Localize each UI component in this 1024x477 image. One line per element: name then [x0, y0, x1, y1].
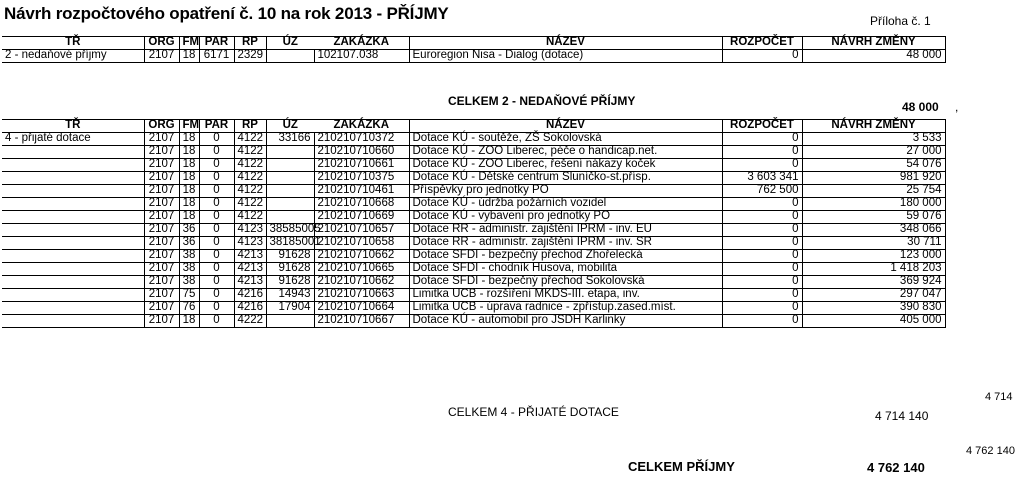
nazev-cell: Dotace SFDI - chodník Husova, mobilita: [409, 263, 722, 276]
table-row: [2, 133, 945, 146]
col-header-navrh: NÁVRH ZMĚNY: [802, 120, 945, 133]
zakazka-cell: 210210710461: [314, 185, 409, 198]
nazev-cell: Euroregion Nisa - Dialog (dotace): [409, 50, 722, 63]
navrh-cell: 123 000: [802, 250, 945, 263]
nazev-cell: Dotace KÚ - Dětské centrum Sluníčko-st.přísp.: [409, 172, 722, 185]
rp-cell: 4122: [234, 133, 266, 146]
org-cell: 2107: [144, 224, 179, 237]
navrh-cell: 30 711: [802, 237, 945, 250]
grand-total-value: 4 762 140: [867, 460, 925, 475]
org-cell: 2107: [144, 263, 179, 276]
tr-label-cell: [2, 263, 144, 276]
par-cell: 0: [199, 263, 234, 276]
uz-cell: [266, 185, 314, 198]
table-row: [2, 315, 945, 328]
navrh-cell: 297 047: [802, 289, 945, 302]
tr-label-cell: [2, 211, 144, 224]
par-cell: 6171: [199, 50, 234, 63]
rozpocet-cell: 0: [722, 315, 802, 328]
nazev-cell: Dotace SFDI - bezpečný přechod Sokolovská: [409, 276, 722, 289]
table-row: [2, 276, 945, 289]
tr-label-cell: [2, 250, 144, 263]
table-row: [2, 224, 945, 237]
nazev-cell: Dotace KÚ - automobil pro JSDH Karlinky: [409, 315, 722, 328]
section1-total-mark: ,: [955, 100, 959, 114]
nazev-cell: Dotace KÚ - ZOO Liberec, řešení nákazy koček: [409, 159, 722, 172]
table-row: [2, 159, 945, 172]
col-header-par: PAR: [199, 120, 234, 133]
rozpocet-cell: 0: [722, 198, 802, 211]
uz-cell: [266, 315, 314, 328]
uz-cell: [266, 172, 314, 185]
tr-label-cell: [2, 289, 144, 302]
rp-cell: 4122: [234, 146, 266, 159]
zakazka-cell: 102107.038: [314, 50, 409, 63]
table-row: [2, 211, 945, 224]
col-header-par: PAR: [199, 37, 234, 50]
org-cell: 2107: [144, 198, 179, 211]
rozpocet-cell: 0: [722, 250, 802, 263]
col-header-tr: TŘ: [2, 37, 144, 50]
table-row: [2, 237, 945, 250]
col-header-uz: ÚZ: [266, 37, 314, 50]
tr-label-cell: [2, 185, 144, 198]
navrh-cell: 54 076: [802, 159, 945, 172]
section2-total-value: 4 714 140: [875, 409, 929, 423]
par-cell: 0: [199, 224, 234, 237]
rp-cell: 4216: [234, 289, 266, 302]
fm-cell: 38: [179, 250, 199, 263]
par-cell: 0: [199, 159, 234, 172]
rozpocet-cell: 0: [722, 289, 802, 302]
org-cell: 2107: [144, 146, 179, 159]
col-header-nazev: NÁZEV: [409, 120, 722, 133]
par-cell: 0: [199, 276, 234, 289]
fm-cell: 36: [179, 224, 199, 237]
fm-cell: 18: [179, 133, 199, 146]
grand-total-label: CELKEM PŘÍJMY: [628, 459, 735, 474]
uz-cell: [266, 198, 314, 211]
rp-cell: 4122: [234, 211, 266, 224]
col-header-tr: TŘ: [2, 120, 144, 133]
tr-label-cell: [2, 198, 144, 211]
uz-cell: 17904: [266, 302, 314, 315]
zakazka-cell: 210210710662: [314, 276, 409, 289]
navrh-cell: 348 066: [802, 224, 945, 237]
rozpocet-cell: 762 500: [722, 185, 802, 198]
section-dotace-table: [2, 119, 946, 328]
grand-total-side-value: 4 762 140: [966, 445, 1015, 457]
zakazka-cell: 210210710668: [314, 198, 409, 211]
uz-cell: 91628: [266, 250, 314, 263]
zakazka-cell: 210210710665: [314, 263, 409, 276]
rp-cell: 4213: [234, 276, 266, 289]
org-cell: 2107: [144, 133, 179, 146]
rozpocet-cell: 3 603 341: [722, 172, 802, 185]
fm-cell: 38: [179, 276, 199, 289]
fm-cell: 18: [179, 172, 199, 185]
fm-cell: 76: [179, 302, 199, 315]
navrh-cell: 405 000: [802, 315, 945, 328]
zakazka-cell: 210210710667: [314, 315, 409, 328]
col-header-rp: RP: [234, 120, 266, 133]
rozpocet-cell: 0: [722, 276, 802, 289]
table-row: [2, 172, 945, 185]
rozpocet-cell: 0: [722, 211, 802, 224]
rozpocet-cell: 0: [722, 159, 802, 172]
table-header-row: [2, 37, 945, 50]
par-cell: 0: [199, 237, 234, 250]
tr-label-cell: [2, 276, 144, 289]
rp-cell: 4213: [234, 263, 266, 276]
col-header-nazev: NÁZEV: [409, 37, 722, 50]
rp-cell: 4122: [234, 185, 266, 198]
tr-label-cell: [2, 302, 144, 315]
nazev-cell: Dotace KÚ - ZOO Liberec, péče o handicap.net.: [409, 146, 722, 159]
navrh-cell: 390 830: [802, 302, 945, 315]
uz-cell: [266, 159, 314, 172]
nazev-cell: Dotace SFDI - bezpečný přechod Zhořelecká: [409, 250, 722, 263]
par-cell: 0: [199, 250, 234, 263]
par-cell: 0: [199, 172, 234, 185]
zakazka-cell: 210210710664: [314, 302, 409, 315]
org-cell: 2107: [144, 172, 179, 185]
nazev-cell: Dotace RR - administr. zajištění IPRM - inv. EU: [409, 224, 722, 237]
table-row: [2, 146, 945, 159]
tr-label-cell: 4 - přijaté dotace: [2, 133, 144, 146]
tr-label-cell: [2, 315, 144, 328]
navrh-cell: 48 000: [802, 50, 945, 63]
org-cell: 2107: [144, 159, 179, 172]
col-header-uz: ÚZ: [266, 120, 314, 133]
fm-cell: 18: [179, 159, 199, 172]
table-row: [2, 263, 945, 276]
par-cell: 0: [199, 185, 234, 198]
rozpocet-cell: 0: [722, 263, 802, 276]
zakazka-cell: 210210710662: [314, 250, 409, 263]
table-row: [2, 198, 945, 211]
col-header-navrh: NÁVRH ZMĚNY: [802, 37, 945, 50]
rp-cell: 4122: [234, 159, 266, 172]
zakazka-cell: 210210710372: [314, 133, 409, 146]
navrh-cell: 3 533: [802, 133, 945, 146]
col-header-rp: RP: [234, 37, 266, 50]
uz-cell: [266, 146, 314, 159]
org-cell: 2107: [144, 185, 179, 198]
uz-cell: 91628: [266, 276, 314, 289]
rozpocet-cell: 0: [722, 50, 802, 63]
rp-cell: 4222: [234, 315, 266, 328]
rozpocet-cell: 0: [722, 237, 802, 250]
rp-cell: 4122: [234, 172, 266, 185]
org-cell: 2107: [144, 250, 179, 263]
org-cell: 2107: [144, 289, 179, 302]
tr-label-cell: [2, 224, 144, 237]
section1-total-value: 48 000: [902, 100, 939, 114]
zakazka-cell: 210210710657: [314, 224, 409, 237]
org-cell: 2107: [144, 302, 179, 315]
col-header-org: ORG: [144, 120, 179, 133]
rp-cell: 4216: [234, 302, 266, 315]
section1-total-label: CELKEM 2 - NEDAŇOVÉ PŘÍJMY: [448, 94, 636, 108]
zakazka-cell: 210210710660: [314, 146, 409, 159]
fm-cell: 18: [179, 185, 199, 198]
fm-cell: 38: [179, 263, 199, 276]
col-header-rozpocet: ROZPOČET: [722, 120, 802, 133]
tr-label-cell: 2 - nedaňové příjmy: [2, 50, 144, 63]
uz-cell: 33166: [266, 133, 314, 146]
section-nedanove-table: [2, 36, 946, 63]
navrh-cell: 25 754: [802, 185, 945, 198]
navrh-cell: 1 418 203: [802, 263, 945, 276]
nazev-cell: Dotace KÚ - vybavení pro jednotky PO: [409, 211, 722, 224]
document-title: Návrh rozpočtového opatření č. 10 na rok 2013 - PŘÍJMY: [4, 4, 449, 23]
par-cell: 0: [199, 289, 234, 302]
rozpocet-cell: 0: [722, 302, 802, 315]
annex-label: Příloha č. 1: [870, 14, 931, 28]
rp-cell: 4123: [234, 224, 266, 237]
org-cell: 2107: [144, 237, 179, 250]
zakazka-cell: 210210710658: [314, 237, 409, 250]
uz-cell: 14943: [266, 289, 314, 302]
zakazka-cell: 210210710661: [314, 159, 409, 172]
fm-cell: 18: [179, 50, 199, 63]
nazev-cell: Dotace RR - administr. zajištění IPRM - inv. SR: [409, 237, 722, 250]
par-cell: 0: [199, 198, 234, 211]
nazev-cell: Dotace KÚ - soutěže, ZŠ Sokolovská: [409, 133, 722, 146]
uz-cell: 91628: [266, 263, 314, 276]
par-cell: 0: [199, 302, 234, 315]
par-cell: 0: [199, 315, 234, 328]
rp-cell: 2329: [234, 50, 266, 63]
fm-cell: 18: [179, 211, 199, 224]
tr-label-cell: [2, 172, 144, 185]
col-header-zakazka: ZAKÁZKA: [314, 120, 409, 133]
org-cell: 2107: [144, 50, 179, 63]
col-header-rozpocet: ROZPOČET: [722, 37, 802, 50]
section2-side-value: 4 714: [985, 391, 1013, 403]
org-cell: 2107: [144, 211, 179, 224]
par-cell: 0: [199, 133, 234, 146]
nazev-cell: Limitka UCB - úprava radnice - zpřístup.zased.míst.: [409, 302, 722, 315]
rp-cell: 4122: [234, 198, 266, 211]
rp-cell: 4213: [234, 250, 266, 263]
navrh-cell: 369 924: [802, 276, 945, 289]
zakazka-cell: 210210710669: [314, 211, 409, 224]
rp-cell: 4123: [234, 237, 266, 250]
org-cell: 2107: [144, 276, 179, 289]
navrh-cell: 27 000: [802, 146, 945, 159]
table-row: [2, 302, 945, 315]
fm-cell: 18: [179, 315, 199, 328]
nazev-cell: Příspěvky pro jednotky PO: [409, 185, 722, 198]
par-cell: 0: [199, 211, 234, 224]
col-header-org: ORG: [144, 37, 179, 50]
table-row: [2, 50, 945, 63]
rozpocet-cell: 0: [722, 224, 802, 237]
uz-cell: 38185001: [266, 237, 314, 250]
navrh-cell: 59 076: [802, 211, 945, 224]
rozpocet-cell: 0: [722, 146, 802, 159]
rozpocet-cell: 0: [722, 133, 802, 146]
uz-cell: 38585005: [266, 224, 314, 237]
tr-label-cell: [2, 159, 144, 172]
fm-cell: 18: [179, 146, 199, 159]
table-row: [2, 289, 945, 302]
tr-label-cell: [2, 237, 144, 250]
fm-cell: 18: [179, 198, 199, 211]
zakazka-cell: 210210710375: [314, 172, 409, 185]
fm-cell: 36: [179, 237, 199, 250]
navrh-cell: 180 000: [802, 198, 945, 211]
tr-label-cell: [2, 146, 144, 159]
org-cell: 2107: [144, 315, 179, 328]
table-row: [2, 250, 945, 263]
nazev-cell: Limitka UCB - rozšíření MKDS-III. etapa, inv.: [409, 289, 722, 302]
nazev-cell: Dotace KÚ - údržba požárních vozidel: [409, 198, 722, 211]
table-row: [2, 185, 945, 198]
uz-cell: [266, 211, 314, 224]
uz-cell: [266, 50, 314, 63]
par-cell: 0: [199, 146, 234, 159]
zakazka-cell: 210210710663: [314, 289, 409, 302]
table-header-row: [2, 120, 945, 133]
section2-total-label: CELKEM 4 - PŘIJATÉ DOTACE: [448, 405, 619, 419]
navrh-cell: 981 920: [802, 172, 945, 185]
col-header-fm: FM: [179, 120, 199, 133]
fm-cell: 75: [179, 289, 199, 302]
col-header-zakazka: ZAKÁZKA: [314, 37, 409, 50]
col-header-fm: FM: [179, 37, 199, 50]
